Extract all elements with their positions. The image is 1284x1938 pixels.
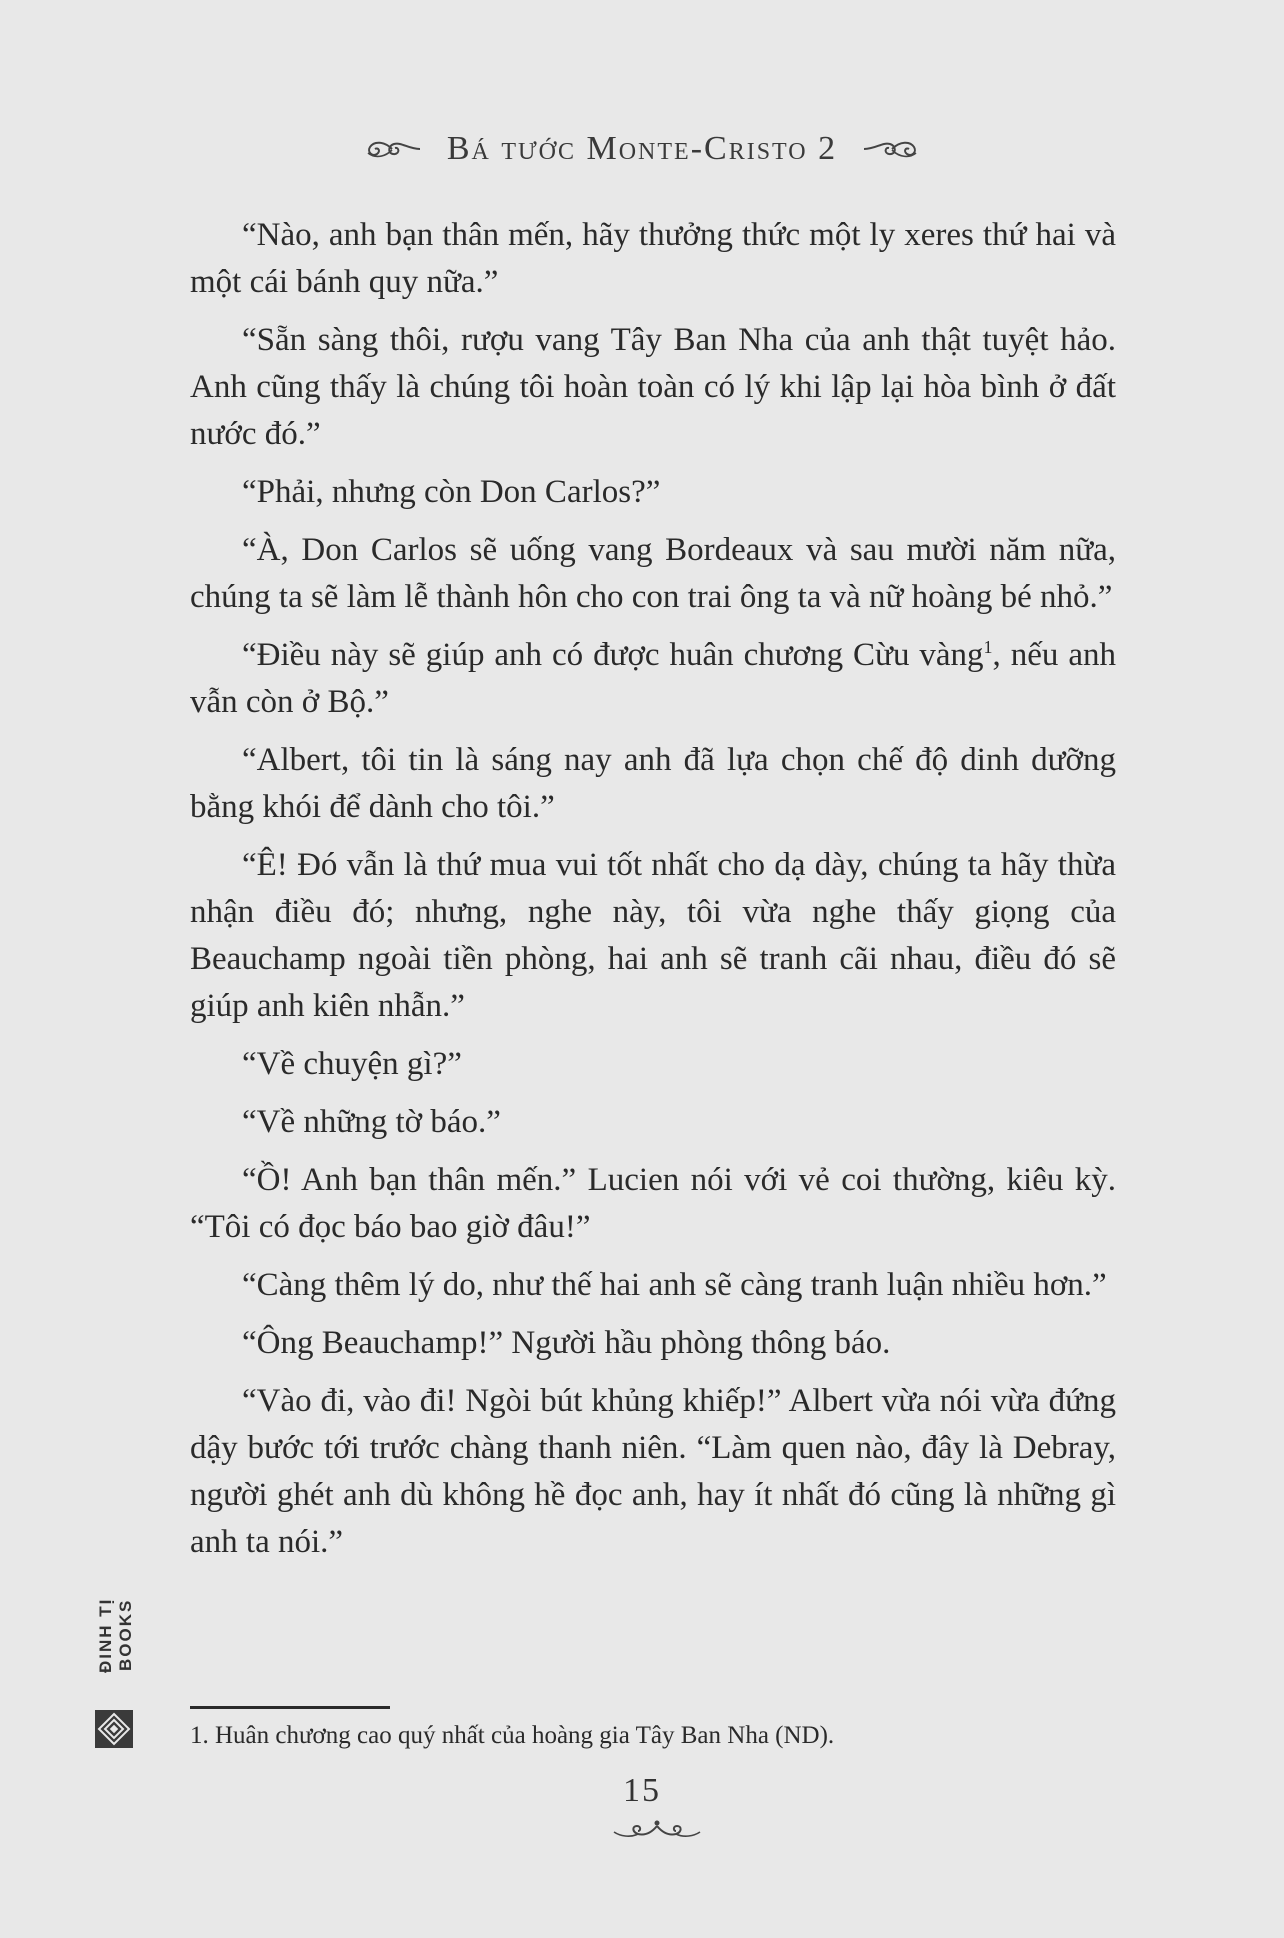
paragraph-with-footnote — [190, 632, 1116, 726]
flourish-right-icon — [862, 136, 922, 162]
book-title: Bá tước Monte-Cristo 2 — [446, 130, 838, 168]
page-number: 15 — [623, 1772, 661, 1809]
paragraph-text: “Điều này sẽ giúp anh có được huân chương Cừu vàng — [242, 637, 984, 673]
paragraph: “Ê! Đó vẫn là thứ mua vui tốt nhất cho dạ dày, chúng ta hãy thừa nhận điều đó; nhưng, nghe này, tôi vừa nghe thấy giọng của Beauchamp ngoài tiền phòng, hai anh sẽ tranh cãi nhau, điều đó sẽ giúp anh kiên nhẫn.” — [190, 847, 1116, 1024]
paragraph-text: , nếu anh vẫn còn ở Bộ.” — [190, 637, 1116, 720]
publisher-name: ĐINH TỊ BOOKS — [96, 1597, 135, 1673]
footnote-marker[interactable]: 1 — [983, 637, 993, 657]
page-number-flourish-icon — [612, 1818, 702, 1844]
paragraph: “Ồ! Anh bạn thân mến.” Lucien nói với vẻ coi thường, kiêu kỳ. “Tôi có đọc báo bao giờ đâu!” — [190, 1162, 1116, 1245]
body-text — [190, 212, 1116, 1577]
paragraph: “Phải, nhưng còn Don Carlos?” — [242, 474, 661, 510]
paragraph: “Sẵn sàng thôi, rượu vang Tây Ban Nha của anh thật tuyệt hảo. Anh cũng thấy là chúng tôi hoàn toàn có lý khi lập lại hòa bình ở đất nước đó.” — [190, 322, 1116, 452]
paragraph: “Albert, tôi tin là sáng nay anh đã lựa chọn chế độ dinh dưỡng bằng khói để dành cho tôi.” — [190, 742, 1116, 825]
paragraph: “À, Don Carlos sẽ uống vang Bordeaux và sau mười năm nữa, chúng ta sẽ làm lễ thành hôn cho con trai ông ta và nữ hoàng bé nhỏ.” — [190, 532, 1116, 615]
publisher-brand — [92, 1570, 136, 1760]
footnote-divider — [190, 1706, 390, 1709]
publisher-logo-icon — [95, 1710, 133, 1748]
paragraph: “Nào, anh bạn thân mến, hãy thưởng thức một ly xeres thứ hai và một cái bánh quy nữa.” — [190, 217, 1116, 300]
running-header — [0, 128, 1284, 168]
paragraph: “Vào đi, vào đi! Ngòi bút khủng khiếp!” Albert vừa nói vừa đứng dậy bước tới trước chàng thanh niên. “Làm quen nào, đây là Debray, người ghét anh dù không hề đọc anh, hay ít nhất đó cũng là những gì anh ta nói.” — [190, 1383, 1116, 1560]
paragraph: “Càng thêm lý do, như thế hai anh sẽ càng tranh luận nhiều hơn.” — [242, 1267, 1107, 1303]
footnote: 1. Huân chương cao quý nhất của hoàng gia Tây Ban Nha (ND). — [190, 1722, 835, 1749]
flourish-left-icon — [362, 136, 422, 162]
paragraph: “Về chuyện gì?” — [242, 1046, 462, 1082]
paragraph: “Về những tờ báo.” — [242, 1104, 501, 1140]
paragraph: “Ông Beauchamp!” Người hầu phòng thông báo. — [242, 1325, 891, 1361]
